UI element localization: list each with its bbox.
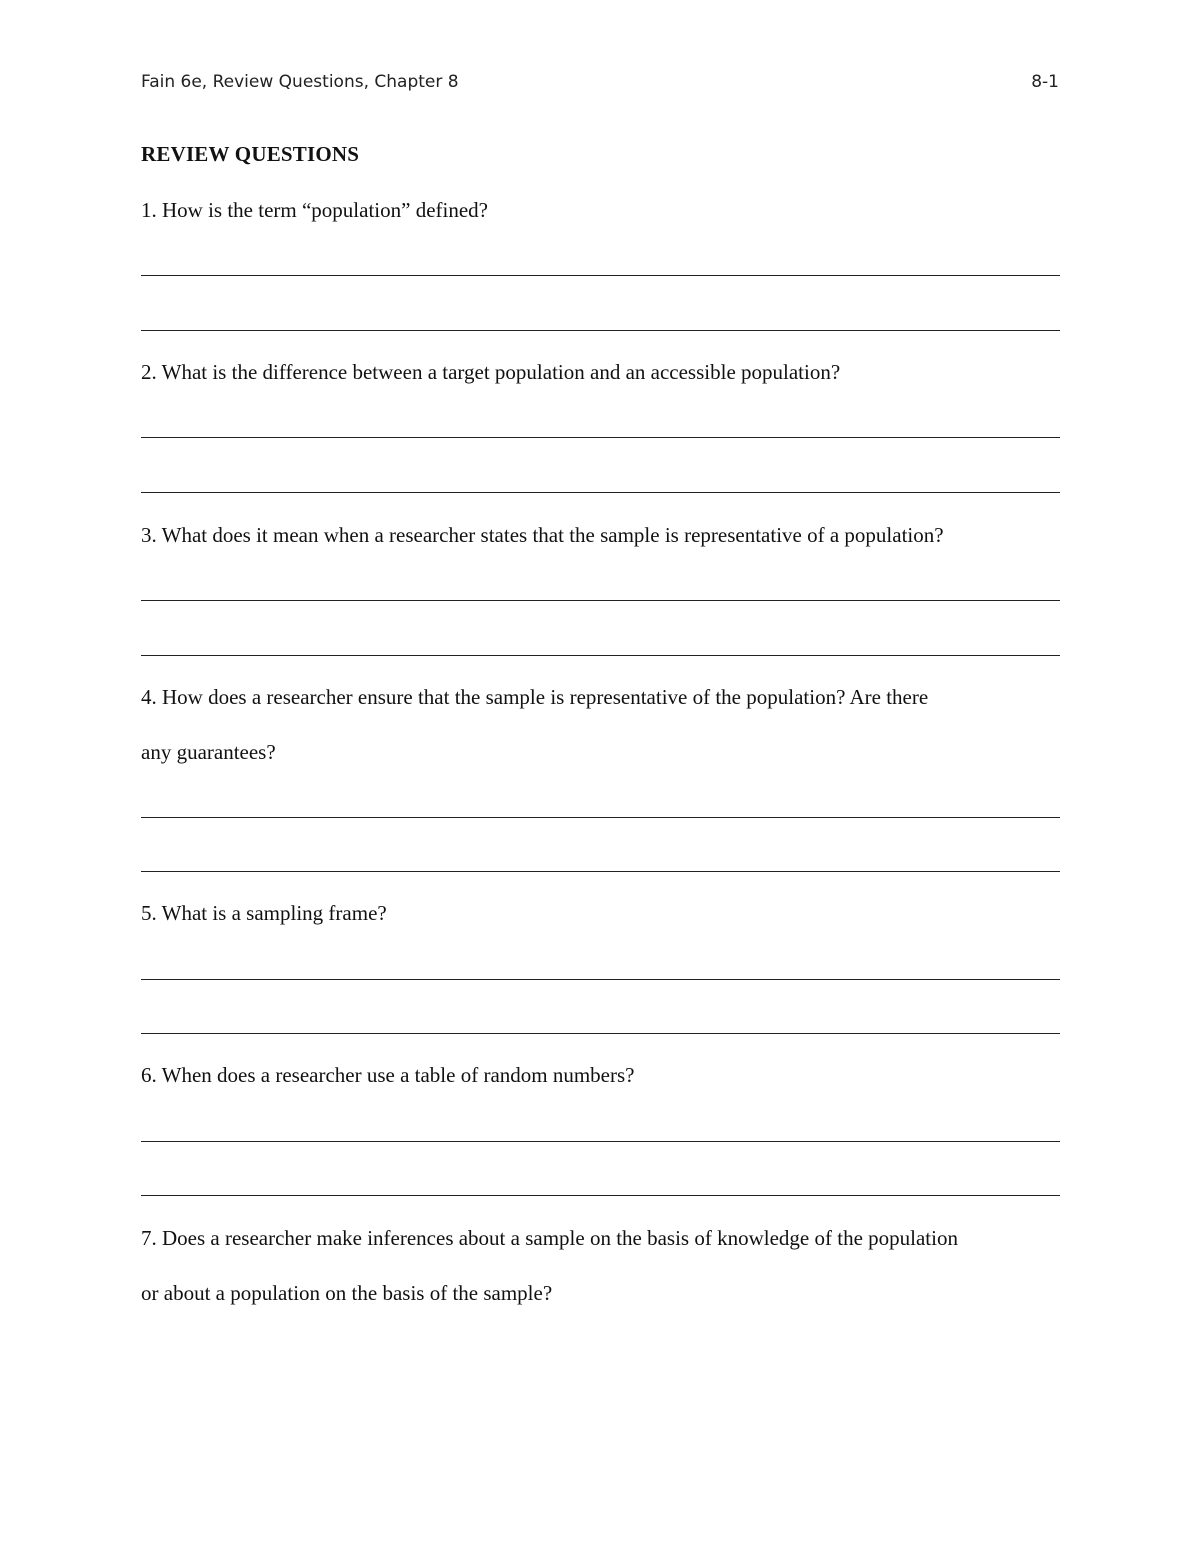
answer-line-2b[interactable] [141, 492, 1060, 493]
question-7-line-2: or about a population on the basis of the sample? [141, 1281, 553, 1305]
question-1 [141, 183, 1061, 238]
question-7-line-1: 7. Does a researcher make inferences about a sample on the basis of knowledge of the population [141, 1226, 958, 1250]
answer-line-1b[interactable] [141, 330, 1060, 331]
question-4-line-1: 4. How does a researcher ensure that the sample is representative of the population? Are there [141, 685, 929, 709]
page-header [141, 72, 1059, 102]
answer-line-5a[interactable] [141, 979, 1060, 980]
question-5 [141, 886, 1061, 941]
question-6-line-1: 6. When does a researcher use a table of random numbers? [141, 1063, 635, 1087]
answer-line-4b[interactable] [141, 871, 1060, 872]
answer-line-4a[interactable] [141, 817, 1060, 818]
question-6 [141, 1048, 1061, 1103]
answer-line-5b[interactable] [141, 1033, 1060, 1034]
question-5-line-1: 5. What is a sampling frame? [141, 901, 387, 925]
question-4 [141, 670, 1061, 780]
header-title: Fain 6e, Review Questions, Chapter 8 [141, 72, 459, 92]
answer-line-6a[interactable] [141, 1141, 1060, 1142]
answer-line-3a[interactable] [141, 600, 1060, 601]
answer-line-1a[interactable] [141, 275, 1060, 276]
question-4-line-2: any guarantees? [141, 740, 276, 764]
answer-line-2a[interactable] [141, 437, 1060, 438]
page-number: 8-1 [1031, 72, 1059, 92]
section-heading: REVIEW QUESTIONS [141, 142, 360, 166]
answer-line-3b[interactable] [141, 655, 1060, 656]
question-1-line-1: 1. How is the term “population” defined? [141, 198, 488, 222]
question-2-line-1: 2. What is the difference between a target population and an accessible population? [141, 360, 841, 384]
question-7 [141, 1211, 1061, 1321]
question-2 [141, 345, 1061, 400]
question-3-line-1: 3. What does it mean when a researcher states that the sample is representative of a population? [141, 523, 944, 547]
question-3 [141, 508, 1061, 563]
answer-line-6b[interactable] [141, 1195, 1060, 1196]
